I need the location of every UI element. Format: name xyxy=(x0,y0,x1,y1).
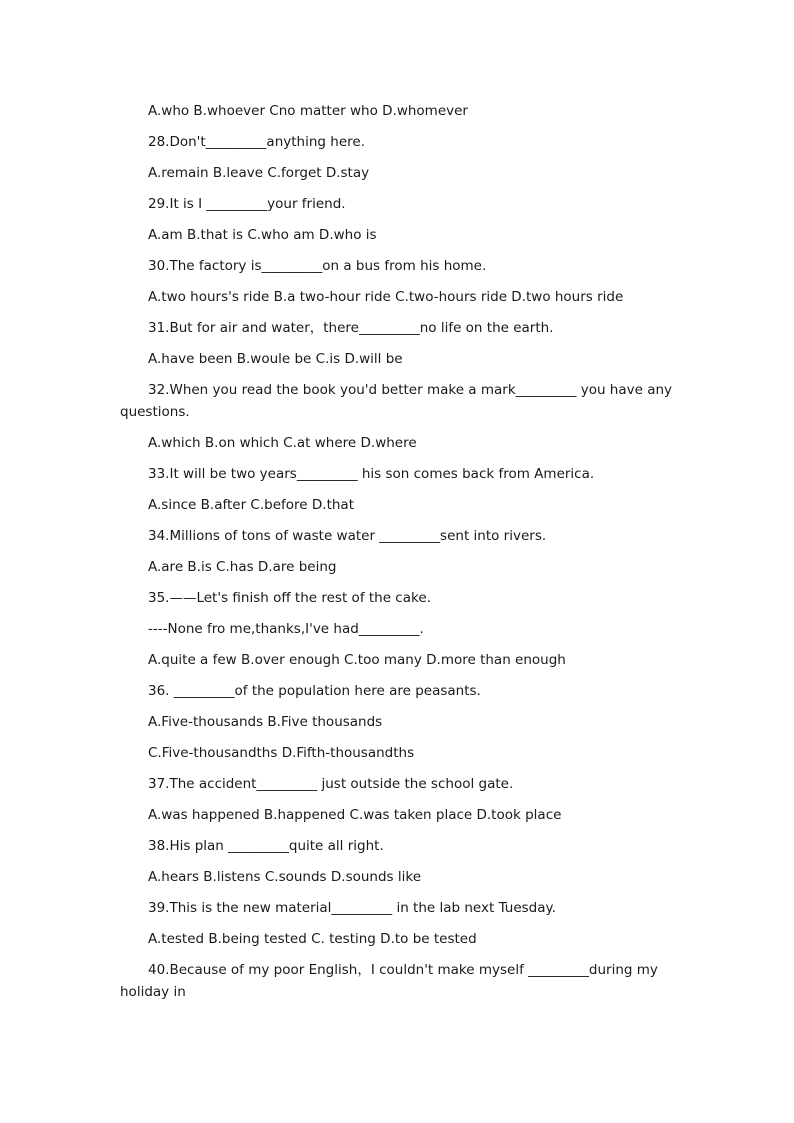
exercise-text xyxy=(120,100,692,1012)
answer-options-37: A.was happened B.happened C.was taken place D.took place xyxy=(148,807,562,823)
answer-options-27: A.who B.whoever Cno matter who D.whomever xyxy=(148,103,468,119)
answer-options-36-cd: C.Five-thousandths D.Fifth-thousandths xyxy=(148,745,415,761)
question-29: 29.It is I _________your friend. xyxy=(148,196,346,212)
question-40: 40.Because of my poor English，I couldn't make myself _________during my holiday in xyxy=(120,962,658,1000)
question-35: 35.——Let's finish off the rest of the cake. xyxy=(148,590,431,606)
question-37: 37.The accident_________ just outside the school gate. xyxy=(148,776,514,792)
answer-options-33: A.since B.after C.before D.that xyxy=(148,497,354,513)
answer-options-39: A.tested B.being tested C. testing D.to be tested xyxy=(148,931,477,947)
question-32: 32.When you read the book you'd better make a mark_________ you have any questions. xyxy=(120,382,673,420)
question-30: 30.The factory is_________on a bus from his home. xyxy=(148,258,487,274)
answer-options-34: A.are B.is C.has D.are being xyxy=(148,559,337,575)
answer-options-28: A.remain B.leave C.forget D.stay xyxy=(148,165,370,181)
answer-options-38: A.hears B.listens C.sounds D.sounds like xyxy=(148,869,422,885)
answer-options-29: A.am B.that is C.who am D.who is xyxy=(148,227,377,243)
question-38: 38.His plan _________quite all right. xyxy=(148,838,384,854)
question-33: 33.It will be two years_________ his son comes back from America. xyxy=(148,466,595,482)
question-39: 39.This is the new material_________ in the lab next Tuesday. xyxy=(148,900,556,916)
answer-options-31: A.have been B.woule be C.is D.will be xyxy=(148,351,403,367)
answer-options-32: A.which B.on which C.at where D.where xyxy=(148,435,417,451)
question-31: 31.But for air and water，there_________no life on the earth. xyxy=(148,320,554,336)
answer-options-36-ab: A.Five-thousands B.Five thousands xyxy=(148,714,383,730)
answer-options-35: A.quite a few B.over enough C.too many D.more than enough xyxy=(148,652,566,668)
question-34: 34.Millions of tons of waste water _________sent into rivers. xyxy=(148,528,547,544)
question-36: 36. _________of the population here are peasants. xyxy=(148,683,481,699)
answer-options-30: A.two hours's ride B.a two-hour ride C.two-hours ride D.two hours ride xyxy=(148,289,624,305)
question-35-reply: ----None fro me,thanks,I've had_________. xyxy=(148,621,424,637)
question-28: 28.Don't_________anything here. xyxy=(148,134,365,150)
